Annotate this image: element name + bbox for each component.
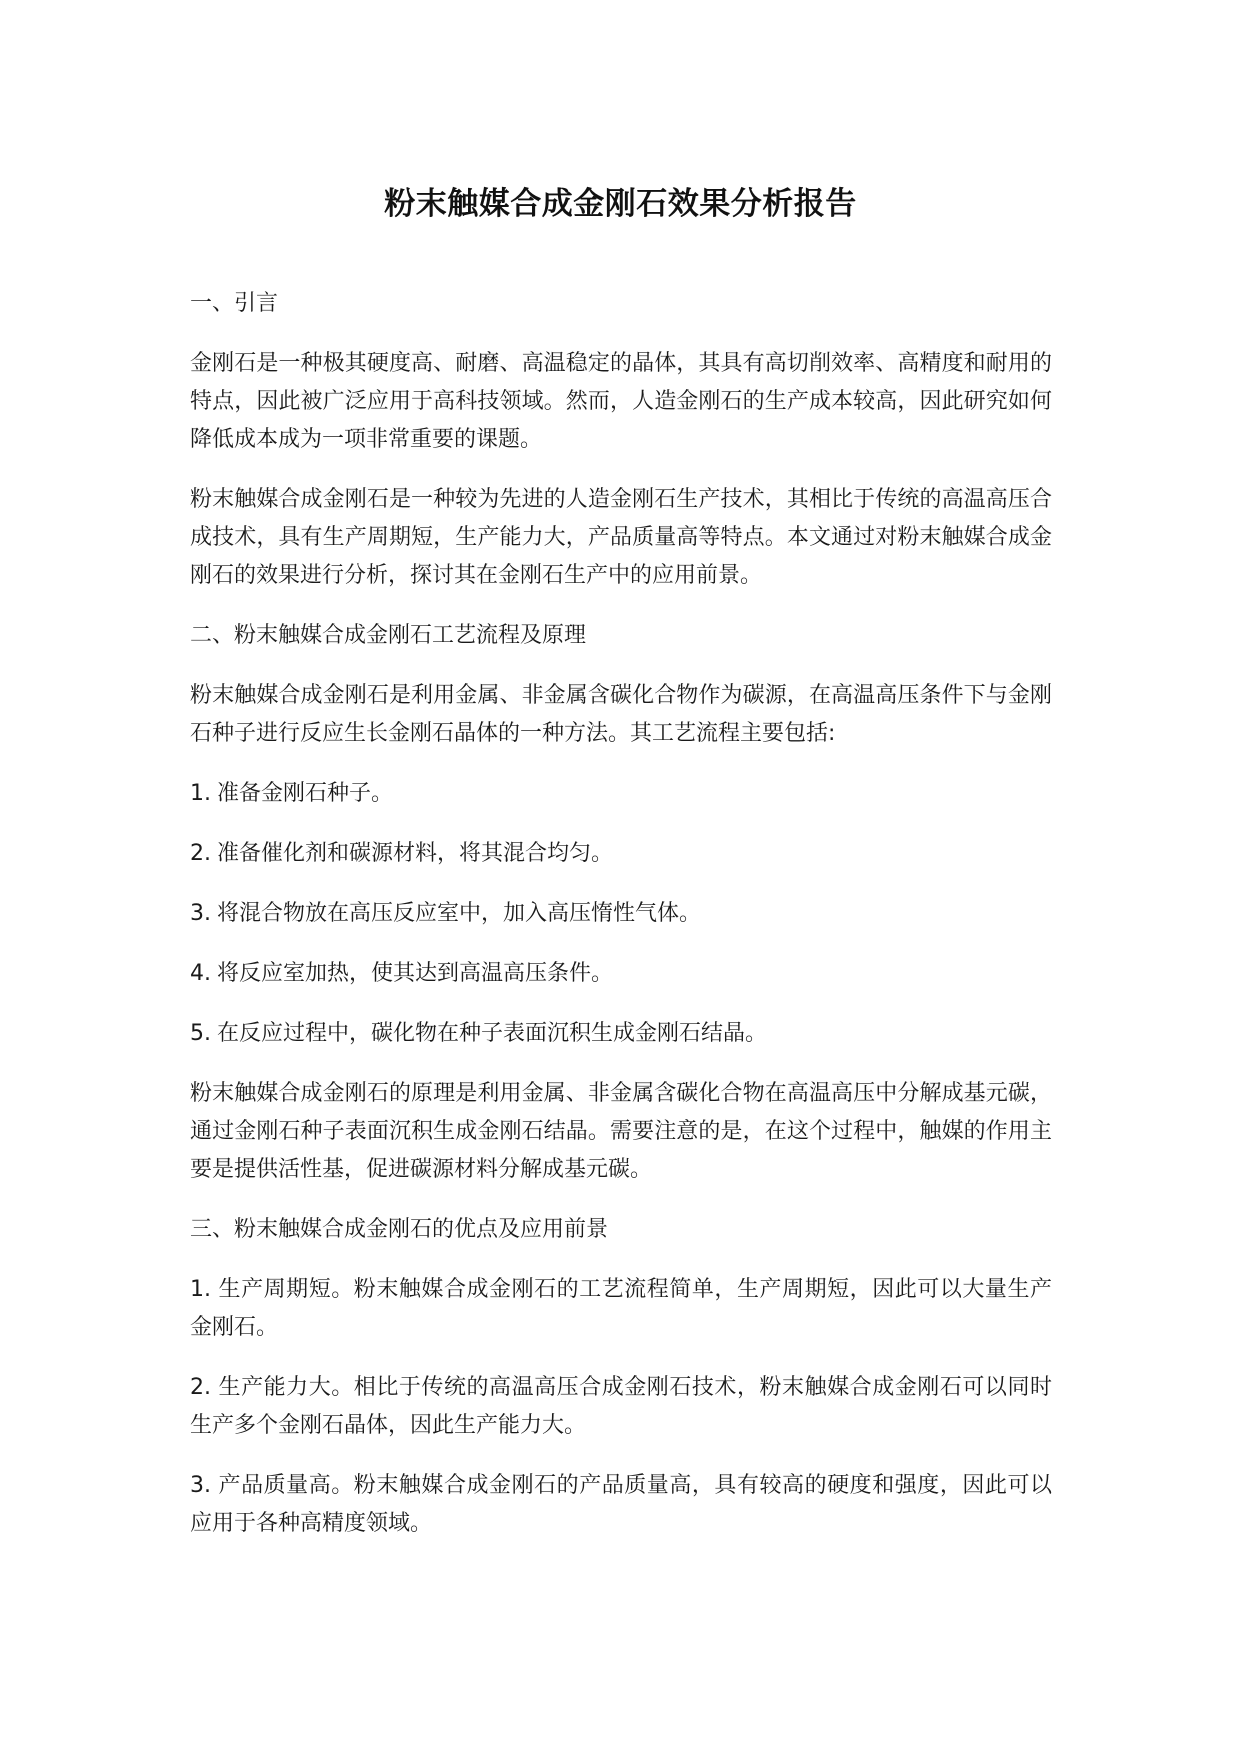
list-text: 将混合物放在高压反应室中，加入高压惰性气体。: [217, 901, 702, 926]
document-title: 粉末触媒合成金刚石效果分析报告: [384, 186, 857, 222]
list-item-step-4: [190, 955, 1052, 993]
list-text: 准备金刚石种子。: [217, 781, 394, 806]
list-text: 产品质量高。粉末触媒合成金刚石的产品质量高，具有较高的硬度和强度，因此可以应用于各种高精度领域。: [190, 1473, 1052, 1536]
advantage-item-1: [190, 1271, 1052, 1347]
list-number: 1.: [190, 1277, 211, 1302]
list-item-step-2: [190, 835, 1052, 873]
list-text: 生产能力大。相比于传统的高温高压合成金刚石技术，粉末触媒合成金刚石可以同时生产多个金刚石晶体，因此生产能力大。: [190, 1375, 1052, 1438]
list-item-step-5: [190, 1015, 1052, 1053]
section-heading-advantages: 三、粉末触媒合成金刚石的优点及应用前景: [190, 1217, 609, 1242]
list-number: 2.: [190, 841, 211, 866]
list-number: 5.: [190, 1021, 211, 1046]
advantage-item-2: [190, 1369, 1052, 1445]
list-number: 4.: [190, 961, 211, 986]
list-text: 准备催化剂和碳源材料，将其混合均匀。: [217, 841, 614, 866]
list-number: 2.: [190, 1375, 211, 1400]
paragraph: 粉末触媒合成金刚石是一种较为先进的人造金刚石生产技术，其相比于传统的高温高压合成技术，具有生产周期短，生产能力大，产品质量高等特点。本文通过对粉末触媒合成金刚石的效果进行分析，探讨其在金刚石生产中的应用前景。: [190, 487, 1052, 588]
paragraph: 粉末触媒合成金刚石是利用金属、非金属含碳化合物作为碳源，在高温高压条件下与金刚石种子进行反应生长金刚石晶体的一种方法。其工艺流程主要包括:: [190, 683, 1052, 746]
paragraph: 粉末触媒合成金刚石的原理是利用金属、非金属含碳化合物在高温高压中分解成基元碳，通过金刚石种子表面沉积生成金刚石结晶。需要注意的是，在这个过程中，触媒的作用主要是提供活性基，促进碳源材料分解成基元碳。: [190, 1081, 1052, 1182]
list-text: 将反应室加热，使其达到高温高压条件。: [217, 961, 614, 986]
section-heading-introduction: 一、引言: [190, 291, 279, 316]
advantage-item-3: [190, 1467, 1052, 1543]
section-heading-process: 二、粉末触媒合成金刚石工艺流程及原理: [190, 623, 587, 648]
list-item-step-3: [190, 895, 1052, 933]
document-body: [190, 285, 1052, 1565]
list-number: 1.: [190, 781, 211, 806]
paragraph: 金刚石是一种极其硬度高、耐磨、高温稳定的晶体，其具有高切削效率、高精度和耐用的特点，因此被广泛应用于高科技领域。然而，人造金刚石的生产成本较高，因此研究如何降低成本成为一项非常重要的课题。: [190, 351, 1052, 452]
list-text: 在反应过程中，碳化物在种子表面沉积生成金刚石结晶。: [217, 1021, 768, 1046]
list-number: 3.: [190, 1473, 211, 1498]
list-number: 3.: [190, 901, 211, 926]
list-text: 生产周期短。粉末触媒合成金刚石的工艺流程简单，生产周期短，因此可以大量生产金刚石。: [190, 1277, 1052, 1340]
list-item-step-1: [190, 775, 1052, 813]
